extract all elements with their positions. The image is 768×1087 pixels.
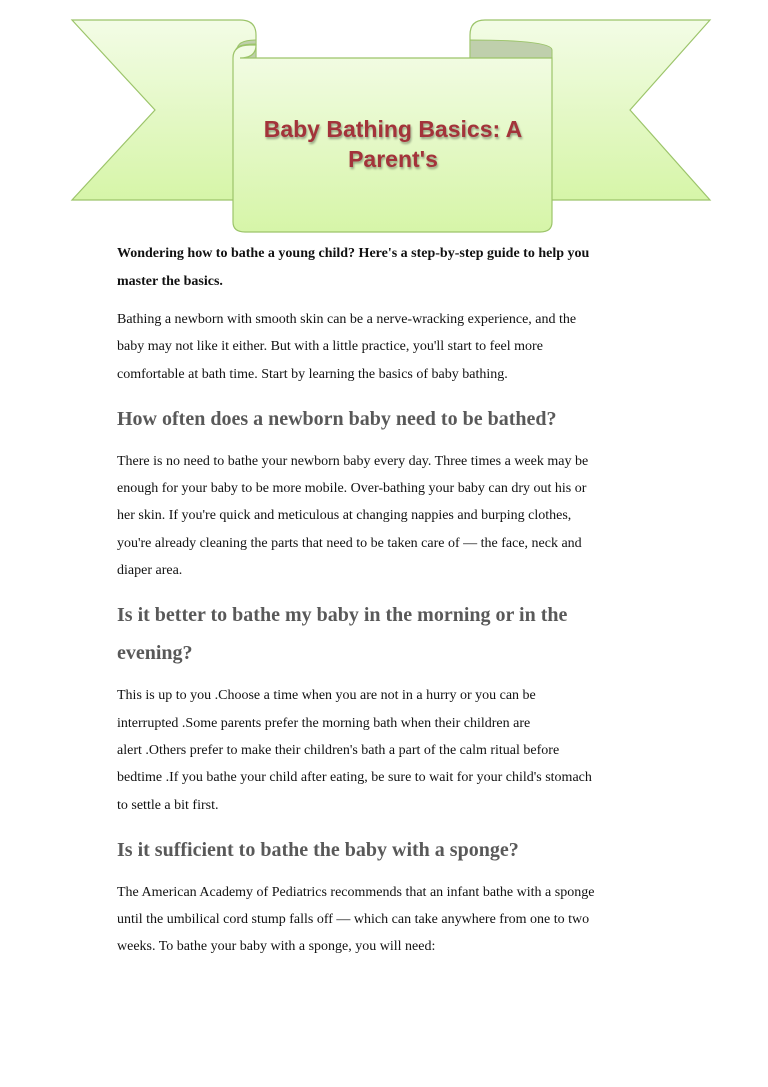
intro-paragraph [117, 240, 657, 296]
text-line: Wondering how to bathe a young child? Here's a step-by-step guide to help you [117, 246, 590, 261]
text-line: alert .Others prefer to make their children's bath a part of the calm ritual before [117, 742, 560, 758]
text-line: weeks. To bathe your baby with a sponge, you will need: [117, 939, 436, 955]
text-line: until the umbilical cord stump falls off — which can take anywhere from one to two [117, 912, 590, 928]
heading-morning-or-evening [117, 596, 657, 672]
heading-line: Is it better to bathe my baby in the morning or in the [117, 604, 568, 627]
document-title [233, 114, 553, 174]
text-line: comfortable at bath time. Start by learning the basics of baby bathing. [117, 366, 508, 382]
heading-bath-frequency: How often does a newborn baby need to be bathed? [117, 407, 557, 430]
text-line: interrupted .Some parents prefer the morning bath when their children are [117, 715, 531, 731]
text-line: There is no need to bathe your newborn baby every day. Three times a week may be [117, 453, 589, 469]
text-line: baby may not like it either. But with a little practice, you'll start to feel more [117, 339, 543, 355]
paragraph-4 [117, 879, 657, 961]
title-line: Baby Bathing Basics: A [263, 116, 523, 142]
text-line: bedtime .If you bathe your child after eating, be sure to wait for your child's stomach [117, 770, 592, 786]
text-line: master the basics. [117, 274, 223, 289]
ribbon-left-wing [72, 20, 256, 200]
text-line: This is up to you .Choose a time when you are not in a hurry or you can be [117, 688, 536, 704]
paragraph-3 [117, 682, 657, 818]
text-line: to settle a bit first. [117, 797, 219, 813]
text-line: diaper area. [117, 563, 183, 579]
article-body [117, 240, 657, 961]
text-line: you're already cleaning the parts that need to be taken care of — the face, neck and [117, 535, 582, 551]
paragraph-1 [117, 306, 657, 388]
text-line: Bathing a newborn with smooth skin can be a nerve-wracking experience, and the [117, 312, 577, 327]
text-line: her skin. If you're quick and meticulous at changing nappies and burping clothes, [117, 508, 572, 524]
paragraph-2 [117, 448, 657, 584]
text-line: The American Academy of Pediatrics recommends that an infant bathe with a sponge [117, 884, 595, 900]
text-line: enough for your baby to be more mobile. Over-bathing your baby can dry out his or [117, 481, 587, 497]
heading-line: evening? [117, 642, 193, 665]
title-line: Parent's [348, 146, 438, 172]
heading-sponge-bath: Is it sufficient to bathe the baby with a sponge? [117, 838, 519, 861]
